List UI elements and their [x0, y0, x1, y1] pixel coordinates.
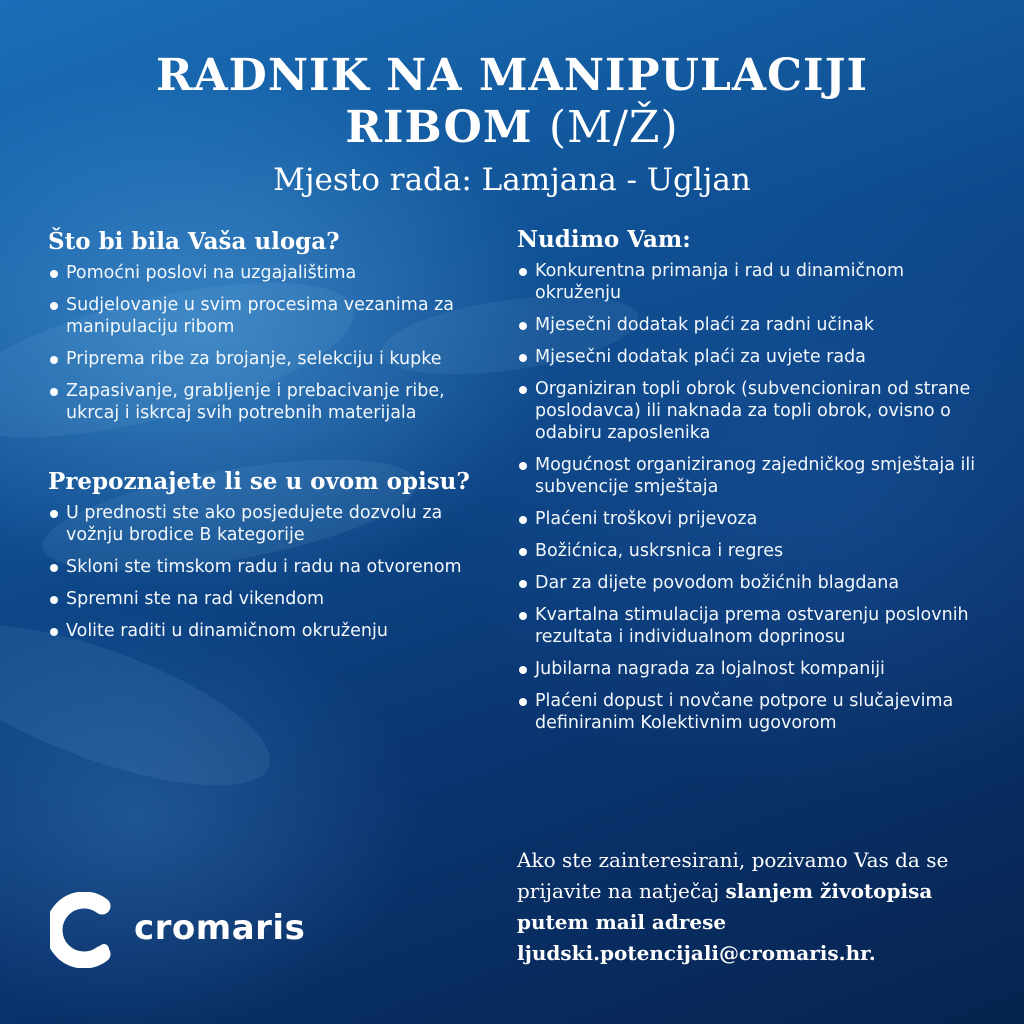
brand-name: cromaris	[134, 908, 306, 948]
cta-text: Ako ste zainteresirani, pozivamo Vas da se prijavite na natječaj	[517, 848, 949, 903]
list-item: Mogućnost organiziranog zajedničkog smještaja ili subvencije smještaja	[517, 454, 987, 498]
profile-list	[48, 502, 478, 642]
list-item: Sudjelovanje u svim procesima vezanima za manipulaciju ribom	[48, 294, 478, 338]
offer-heading: Nudimo Vam:	[517, 226, 691, 253]
list-item: Kvartalna stimulacija prema ostvarenju poslovnih rezultata i individualnom doprinosu	[517, 604, 987, 648]
brand-logo	[50, 892, 310, 968]
offer-list	[517, 260, 987, 734]
role-list	[48, 262, 478, 424]
list-item: Dar za dijete povodom božićnih blagdana	[517, 572, 987, 594]
list-item: Pomoćni poslovi na uzgajalištima	[48, 262, 478, 284]
list-item: Zapasivanje, grabljenje i prebacivanje ribe, ukrcaj i iskrcaj svih potrebnih materijala	[48, 380, 478, 424]
cromaris-logo-icon	[50, 892, 116, 968]
profile-section	[48, 468, 478, 642]
list-item: Plaćeni dopust i novčane potpore u slučajevima definiranim Kolektivnim ugovorom	[517, 690, 987, 734]
list-item: Plaćeni troškovi prijevoza	[517, 508, 987, 530]
role-heading: Što bi bila Vaša uloga?	[48, 228, 340, 255]
list-item: Jubilarna nagrada za lojalnost kompaniji	[517, 658, 987, 680]
title-line-2: RIBOM	[345, 102, 533, 153]
page-title	[0, 50, 1024, 154]
list-item: Organiziran topli obrok (subvencioniran od strane poslodavca) ili naknada za topli obrok, ovisno o odabiru zaposlenika	[517, 378, 987, 444]
left-column	[48, 228, 478, 652]
list-item: Božićnica, uskrsnica i regres	[517, 540, 987, 562]
list-item: Mjesečni dodatak plaći za uvjete rada	[517, 346, 987, 368]
list-item: Skloni ste timskom radu i radu na otvorenom	[48, 556, 478, 578]
right-column	[517, 226, 987, 744]
application-call	[517, 845, 977, 969]
title-line-1: RADNIK NA MANIPULACIJI	[155, 50, 869, 101]
cta-email-text: slanjem životopisa putem mail adrese ljudski.potencijali@cromaris.hr.	[517, 879, 933, 965]
list-item: U prednosti ste ako posjedujete dozvolu za vožnju brodice B kategorije	[48, 502, 478, 546]
list-item: Volite raditi u dinamičnom okruženju	[48, 620, 478, 642]
list-item: Mjesečni dodatak plaći za radni učinak	[517, 314, 987, 336]
profile-heading: Prepoznajete li se u ovom opisu?	[48, 468, 470, 495]
list-item: Spremni ste na rad vikendom	[48, 588, 478, 610]
title-gender-tag: (M/Ž)	[548, 102, 679, 153]
list-item: Priprema ribe za brojanje, selekciju i kupke	[48, 348, 478, 370]
list-item: Konkurentna primanja i rad u dinamičnom okruženju	[517, 260, 987, 304]
work-location: Mjesto rada: Lamjana - Ugljan	[273, 162, 751, 198]
